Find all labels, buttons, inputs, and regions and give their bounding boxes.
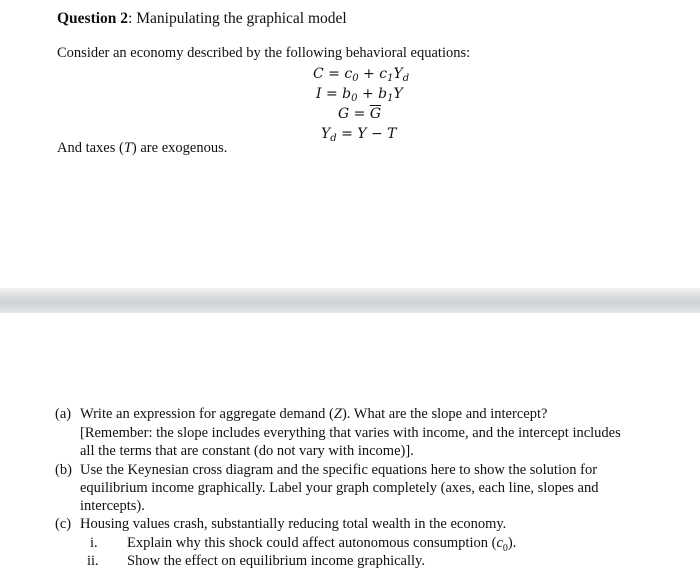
part-a-label: (a) bbox=[55, 406, 72, 422]
part-b-line-1: Use the Keynesian cross diagram and the specific equations here to show the solution for bbox=[80, 462, 598, 478]
part-b-line-3: intercepts). bbox=[80, 498, 145, 514]
part-c-i-label: i. bbox=[90, 535, 98, 551]
part-c-ii-text: Show the effect on equilibrium income graphically. bbox=[127, 553, 425, 569]
part-c-label: (c) bbox=[55, 516, 72, 532]
part-c-ii-label: ii. bbox=[87, 553, 99, 569]
equation-disposable-income: $Y_d = Y - T$ bbox=[321, 126, 397, 144]
taxes-statement: And taxes (T) are exogenous. bbox=[57, 140, 228, 156]
question-label: Question 2 bbox=[57, 10, 129, 27]
equation-government: $G = \overline{G}$ bbox=[338, 106, 382, 122]
part-a-line-1: Write an expression for aggregate demand (Z). What are the slope and intercept? bbox=[80, 406, 548, 422]
page-separator bbox=[0, 288, 700, 313]
part-c-line-1: Housing values crash, substantially reducing total wealth in the economy. bbox=[80, 516, 507, 532]
part-c-i-text: Explain why this shock could affect autonomous consumption $(c_0)$. bbox=[127, 535, 517, 554]
part-b-line-2: equilibrium income graphically. Label your graph completely (axes, each line, slopes and bbox=[80, 480, 599, 496]
part-b-label: (b) bbox=[55, 462, 72, 478]
equation-consumption: $C = c_0 + c_1Y_d$ bbox=[313, 66, 410, 84]
question-intro: Consider an economy described by the following behavioral equations: bbox=[57, 45, 471, 61]
question-title: Question 2: Manipulating the graphical model bbox=[57, 10, 347, 27]
equation-investment: $I = b_0 + b_1Y$ bbox=[316, 86, 403, 104]
part-a-line-2: [Remember: the slope includes everything that varies with income, and the intercept includes bbox=[80, 425, 621, 441]
part-a-line-3: all the terms that are constant (do not vary with income)]. bbox=[80, 443, 414, 459]
